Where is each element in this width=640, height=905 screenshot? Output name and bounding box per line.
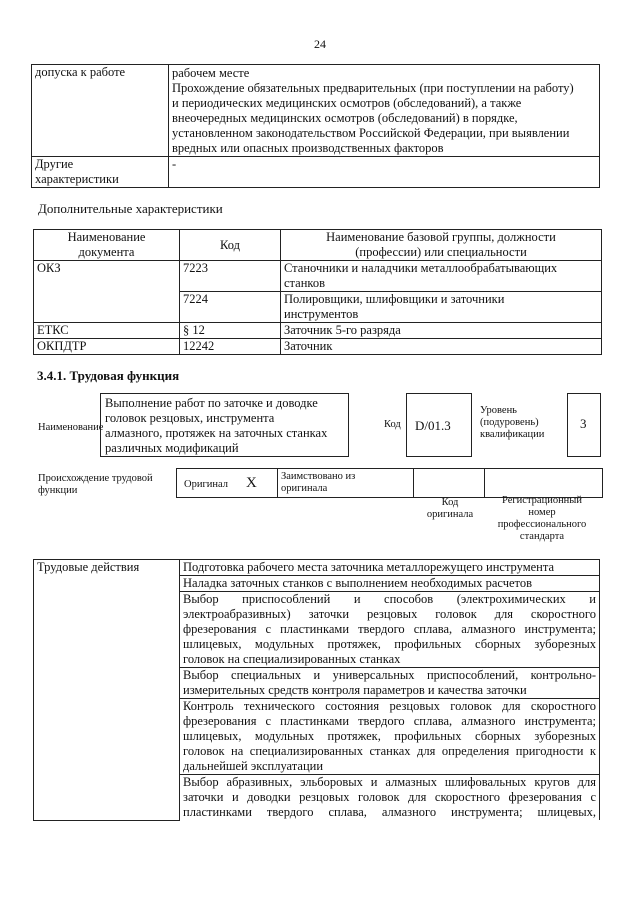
qualification-level-box: 3 (567, 393, 601, 457)
cell-code: § 12 (180, 323, 281, 339)
cell-document: ОКЗ (34, 261, 180, 323)
code-original-label: Код оригинала (426, 497, 474, 520)
table-row (34, 261, 602, 292)
actions-label: Трудовые действия (34, 560, 180, 821)
original-cell: Оригинал X (177, 469, 278, 497)
top-characteristics-table (31, 64, 600, 188)
table-row (32, 65, 600, 157)
table-header-row (34, 230, 602, 261)
cell-base-group: Полировщики, шлифовщики и заточники инструментов (281, 292, 602, 323)
cell-base-group: Заточник (281, 339, 602, 355)
action-item: Наладка заточных станков с выполнением необходимых расчетов (180, 576, 600, 592)
cell-code: 7223 (180, 261, 281, 292)
additional-characteristics-table (33, 229, 602, 355)
function-title: 3.4.1. Трудовая функция (37, 368, 180, 383)
text-line: рабочем месте (172, 66, 250, 80)
table-row (32, 157, 600, 188)
function-name-box: Выполнение работ по заточке и доводке головок резцовых, инструмента алмазного, протяжек на заточных станках различных модификаций (100, 393, 349, 457)
qualification-level-label: Уровень (подуровень) квалификации (480, 405, 545, 440)
labor-actions-table (33, 559, 600, 821)
text-line: Прохождение обязательных предварительных (при поступлении на работу) (172, 81, 574, 95)
code-value-box: D/01.3 (406, 393, 472, 457)
table-row (34, 560, 600, 576)
cell-code: 12242 (180, 339, 281, 355)
name-label: Наименование (38, 422, 104, 433)
origin-label: Происхождение трудовой функции (38, 473, 153, 496)
action-item: Подготовка рабочего места заточника металлорежущего инструмента (180, 560, 600, 576)
original-mark: X (246, 475, 257, 491)
cell-document: ОКПДТР (34, 339, 180, 355)
row-value (169, 65, 600, 157)
row-label: Другие характеристики (32, 157, 169, 188)
page-number: 24 (314, 37, 326, 51)
text-line: и периодических медицинских осмотров (обследований), а также (172, 96, 522, 110)
row-value: - (169, 157, 600, 188)
header-code: Код (180, 230, 281, 261)
cell-base-group: Станочники и наладчики металлообрабатывающих станков (281, 261, 602, 292)
text-line: внеочередных медицинских осмотров (обследований) в порядке, (172, 111, 518, 125)
action-item: Контроль технического состояния резцовых головок для скоростного фрезерования с пластинками твердого сплава, алмазного инструмента; шлицевых, модульных протяжек, профильных сборных зуборезных головок на специализированных станках для определения пригодности к дальнейшей эксплуатации (180, 699, 600, 775)
cell-base-group: Заточник 5-го разряда (281, 323, 602, 339)
code-original-cell (413, 469, 485, 497)
origin-boxes (176, 468, 603, 498)
table-row (34, 323, 602, 339)
cell-code: 7224 (180, 292, 281, 323)
header-document: Наименование документа (34, 230, 180, 261)
registration-number-label: Регистрационный номер профессионального стандарта (497, 495, 587, 542)
header-base-group: Наименование базовой группы, должности (профессии) или специальности (281, 230, 602, 261)
borrowed-cell: Заимствовано из оригинала (281, 471, 356, 494)
table-row (34, 339, 602, 355)
text-line: вредных или опасных производственных факторов (172, 141, 444, 155)
code-label: Код (384, 419, 401, 430)
cell-document: ЕТКС (34, 323, 180, 339)
row-label: допуска к работе (32, 65, 169, 157)
action-item: Выбор специальных и универсальных приспособлений, контрольно- измерительных средств контроля параметров и качества заточки (180, 668, 600, 699)
action-item: Выбор абразивных, эльборовых и алмазных шлифовальных кругов для заточки и доводки резцовых головок для скоростного фрезерования с пластинками твердого сплава, алмазного инструмента; шлицевых, (180, 775, 600, 821)
section-title: Дополнительные характеристики (38, 201, 223, 216)
action-item: Выбор приспособлений и способов (электрохимических и электроабразивных) заточки резцовых головок для скоростного фрезерования с пластинками твердого сплава, алмазного инструмента; шлицевых, модульных протяжек, профильных сборных зуборезных головок на специализированных станках (180, 592, 600, 668)
text-line: установленном законодательством Российской Федерации, при выявлении (172, 126, 570, 140)
